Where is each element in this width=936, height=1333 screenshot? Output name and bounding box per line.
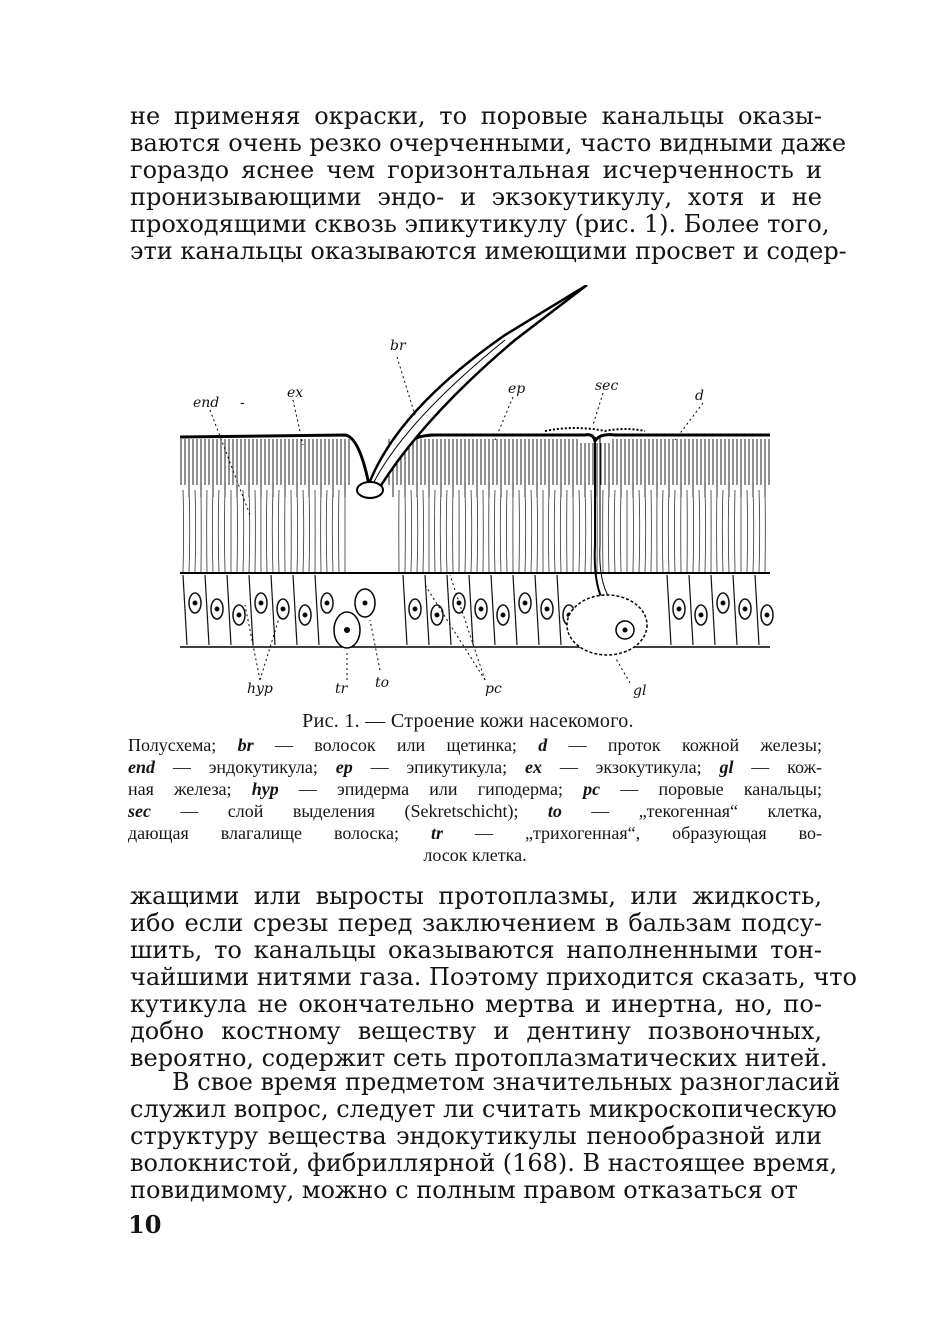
text-line: В свое время предметом значительных разногласий [172,1068,841,1096]
caption-line [128,822,822,844]
gland-duct-inner [600,437,613,603]
pore-canal [243,490,244,572]
pore-canal [249,490,250,572]
label-br: br [390,338,406,354]
pore-canal [759,490,760,572]
pore-canal [471,490,472,572]
text-line: чайшими нитями газа. Поэтому приходится сказать, что [130,963,857,991]
caption-text: дающая влагалище волоска; [128,823,431,843]
text-line: добно костному веществу и дентину позвоночных, [130,1017,822,1045]
pore-canal [531,490,532,572]
pore-canal [705,490,706,572]
text-line: шить, то канальцы оказываются наполненными тон- [130,936,822,964]
body-paragraph-top [130,102,847,265]
caption-text: — проток кожной железы; [547,735,822,755]
cell-wall [447,575,451,645]
caption-line [128,734,822,756]
insect-skin-figure [175,285,775,705]
cell-wall [513,575,517,645]
pore-canal [309,490,310,572]
nucleolus [545,607,549,611]
skin-gland [567,595,647,655]
pore-canal [494,490,495,572]
pore-canal [639,490,640,572]
cell-wall [205,575,209,645]
pore-canal [560,490,561,572]
label-d: d [695,388,704,404]
cell-wall [711,575,715,645]
pore-canal [440,490,441,572]
page-number: 10 [128,1210,162,1239]
pore-canal [465,490,466,572]
nucleolus [259,601,263,605]
cell-wall [755,575,759,645]
text-line: пронизывающими эндо- и экзокутикулу, хотя и не [130,183,822,211]
caption-line [128,800,822,822]
label-dash: - [240,395,245,411]
figure-caption-title: Рис. 1. — Строение кожи насекомого. [302,710,634,732]
text-line: кутикула не окончательно мертва и инертна, но, по- [130,990,822,1018]
caption-line [128,756,822,778]
label-hyp: hyp [247,681,273,697]
pore-canal [417,490,418,572]
text-line: служил вопрос, следует ли считать микроскопическую [130,1095,837,1123]
pore-canal [591,490,592,572]
cell-wall [491,575,495,645]
nucleolus [501,613,505,617]
text-line: волокнистой, фибриллярной (168). В настоящее время, [130,1149,838,1177]
pore-canal [614,490,615,572]
caption-abbreviation: pc [583,779,601,799]
pore-canal [753,490,754,572]
pore-canal [693,490,694,572]
caption-text: — „текогенная“ клетка, [561,801,822,821]
cuticle-hatching [181,439,769,497]
cell-wall [733,575,737,645]
label-gl: gl [633,683,647,699]
pore-canal [722,490,723,572]
text-line: ибо если срезы перед заключением в бальзам подсу- [130,909,822,937]
pore-canal [297,490,298,572]
caption-text: ная железа; [128,779,252,799]
nucleolus [677,607,681,611]
caption-text: — эндокутикула; [155,757,336,777]
caption-abbreviation: d [538,735,548,755]
caption-abbreviation: end [128,757,155,777]
pore-canal [608,490,609,572]
pore-canal [218,490,219,572]
caption-text: — волосок или щетинка; [253,735,539,755]
pore-canal [303,490,304,572]
text-line: повидимому, можно с полным правом отказаться от [130,1176,798,1204]
cell-wall [315,575,319,645]
cell-wall [667,575,671,645]
caption-abbreviation: br [237,735,254,755]
text-line: проходящими сквозь эпикутикулу (рис. 1). Более того, [130,210,830,238]
label-ep: ep [508,381,526,397]
cell-wall [469,575,473,645]
pore-canal [500,490,501,572]
secretion-layer [545,428,645,431]
pore-canal [195,490,196,572]
caption-text: — слой выделения (Sekretschicht); [150,801,548,821]
caption-line [128,778,822,800]
text-line: эти канальцы оказываются имеющими просвет и содер- [130,237,847,265]
pore-canal [728,490,729,572]
label-pc: pc [485,681,502,697]
cell-wall [403,575,407,645]
caption-text: Полусхема; [128,735,238,755]
nucleolus [215,607,219,611]
caption-text: лосок клетка. [423,845,527,865]
nucleolus [523,601,527,605]
caption-abbreviation: ex [524,757,542,777]
seta [365,285,587,495]
label-ex: ex [287,385,304,401]
caption-line [128,844,822,866]
caption-text: — „трихогенная“, образующая во- [442,823,822,843]
caption-abbreviation: ep [335,757,353,777]
nucleolus [413,607,417,611]
cell-wall [271,575,275,645]
seta-socket [357,482,383,498]
body-paragraph-last [130,1068,841,1204]
pore-canal [668,490,669,572]
pore-canal [446,490,447,572]
pore-canal [266,490,267,572]
nucleolus [281,607,285,611]
label-sec: sec [595,378,619,394]
caption-abbreviation: gl [719,757,734,777]
label-to: to [375,675,390,691]
pore-canal [477,490,478,572]
nucleolus [479,607,483,611]
nucleolus [193,601,197,605]
cell-wall [293,575,297,645]
text-line: жащими или выросты протоплазмы, или жидкость, [130,882,822,910]
nucleolus [765,613,769,617]
pore-canal [645,490,646,572]
nucleolus [237,613,241,617]
pore-canal [272,490,273,572]
pore-canal [183,490,184,572]
pore-canal [189,490,190,572]
caption-text: — поровые канальцы; [600,779,822,799]
nucleolus [699,613,703,617]
pore-canal [674,490,675,572]
caption-text: — кож- [733,757,822,777]
pore-canal [506,490,507,572]
text-line: структуру вещества эндокутикулы пенообразной или [130,1122,822,1150]
pore-canal [278,490,279,572]
pore-canal [579,490,580,572]
pore-canal [699,490,700,572]
caption-text: — эпикутикула; [352,757,525,777]
cell-wall [227,575,231,645]
caption-abbreviation: sec [128,801,151,821]
pore-canal [212,490,213,572]
text-line: гораздо яснее чем горизонтальная исчерченность и [130,156,822,184]
nucleolus [743,607,747,611]
figure-caption-body [128,734,822,866]
pore-canal [662,490,663,572]
pore-canals [183,490,765,572]
pore-canal [525,490,526,572]
nucleolus [721,601,725,605]
nucleolus [435,613,439,617]
caption-abbreviation: tr [430,823,443,843]
cell-wall [557,575,561,645]
text-line: вероятно, содержит сеть протоплазматических нитей. [130,1044,828,1072]
label-tr: tr [335,681,348,697]
pore-canal [554,490,555,572]
caption-text: — эпидерма или гиподерма; [278,779,584,799]
text-line: не применяя окраски, то поровые канальцы оказы- [130,102,822,130]
text-line: ваются очень резко очерченными, часто видными даже [130,129,847,157]
caption-text: — экзокутикула; [541,757,720,777]
caption-abbreviation: hyp [251,779,279,799]
label-end: end [193,395,220,411]
body-paragraph-middle [130,882,857,1072]
cell-wall [535,575,539,645]
caption-abbreviation: to [547,801,562,821]
pore-canal [326,490,327,572]
nucleolus [325,601,329,605]
pore-canal [411,490,412,572]
pore-canal [332,490,333,572]
pore-canal [585,490,586,572]
nucleolus [303,613,307,617]
epidermis-cells [183,575,773,645]
cell-wall [689,575,693,645]
cell-wall [183,575,187,645]
